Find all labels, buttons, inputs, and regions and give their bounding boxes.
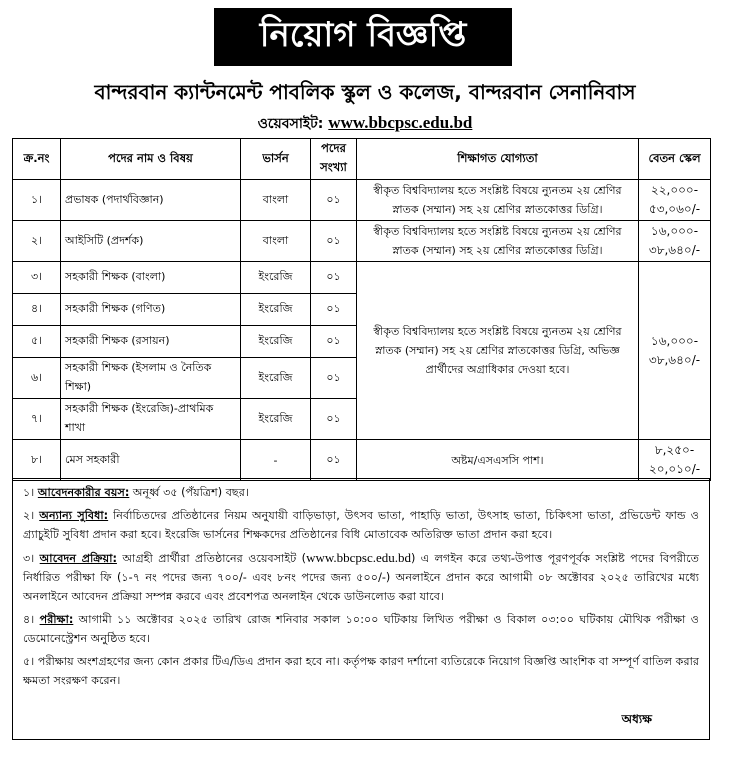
group-salary: ১৬,০০০- ৩৮,৬৪০/- <box>639 262 711 440</box>
posts-table <box>12 138 711 481</box>
row-post: সহকারী শিক্ষক (ইসলাম ও নৈতিক শিক্ষা) <box>61 358 241 399</box>
table-row <box>13 221 711 262</box>
note-text: নির্বাচিতদের প্রতিষ্ঠানের নিয়ম অনুযায়ী বাড়িভাড়া, উৎসব ভাতা, পাহাড়ি ভাতা, উৎসাহ ভাতা, চিকিৎসা ভাতা, প্রভিডেন্ট ফান্ড ও গ্র্যাচুইটি সুবিধা প্রদান করা হবে। ইংরেজি ভার্সনের শিক্ষকদের প্রতিষ্ঠানের বিধি মোতাবেক অতিরিক্ত ভাতা প্রদান করা হবে। <box>23 509 699 541</box>
note-text: আগ্রহী প্রার্থীরা প্রতিষ্ঠানের ওয়েবসাইট ( <box>116 552 307 565</box>
row-version: ইংরেজি <box>241 262 311 294</box>
website-label: ওয়েবসাইট: <box>257 116 324 132</box>
row-serial: ৫। <box>13 326 61 358</box>
row-qualification: স্বীকৃত বিশ্ববিদ্যালয় হতে সংশ্লিষ্ট বিষয়ে ন্যুনতম ২য় শ্রেণির স্নাতক (সম্মান) সহ ২য় শ্রেণির স্নাতকোত্তর ডিগ্রি। <box>357 180 639 221</box>
website-line <box>0 112 730 136</box>
row-post: মেস সহকারী <box>61 440 241 481</box>
note-number: ৩। <box>23 552 35 565</box>
row-version: বাংলা <box>241 180 311 221</box>
note-text: আগামী ১১ অক্টোবর ২০২৫ তারিখ রোজ শনিবার সকাল ১০:০০ ঘটিকায় লিখিত পরীক্ষা ও বিকাল ০৩:০০ ঘটিকায় মৌখিক পরীক্ষা ও ডেমোনেস্ট্রেশন অনুষ্ঠিত হবে। <box>23 613 699 645</box>
row-post: সহকারী শিক্ষক (গণিত) <box>61 294 241 326</box>
note-benefits <box>23 506 699 544</box>
row-serial: ৮। <box>13 440 61 481</box>
row-qualification: স্বীকৃত বিশ্ববিদ্যালয় হতে সংশ্লিষ্ট বিষয়ে ন্যুনতম ২য় শ্রেণির স্নাতক (সম্মান) সহ ২য় শ্রেণির স্নাতকোত্তর ডিগ্রি। <box>357 221 639 262</box>
note-age <box>23 483 699 502</box>
note-ta-da <box>23 652 699 690</box>
row-post: সহকারী শিক্ষক (ইংরেজি)-প্রাথমিক শাখা <box>61 399 241 440</box>
notes-box <box>12 478 710 740</box>
note-application <box>23 548 699 606</box>
row-count: ০১ <box>311 221 357 262</box>
header-version: ভার্সন <box>241 139 311 180</box>
note-website-link[interactable]: www.bbcpsc.edu.bd <box>306 550 412 565</box>
table-row <box>13 262 711 294</box>
row-version: - <box>241 440 311 481</box>
group-qualification: স্বীকৃত বিশ্ববিদ্যালয় হতে সংশ্লিষ্ট বিষয়ে ন্যুনতম ২য় শ্রেণির স্নাতক (সম্মান) সহ ২য় শ্রেণির স্নাতকোত্তর ডিগ্রি, অভিজ্ঞ প্রার্থীদের অগ্রাধিকার দেওয়া হবে। <box>357 262 639 440</box>
row-version: বাংলা <box>241 221 311 262</box>
note-number: ২। <box>23 509 35 522</box>
note-label: অন্যান্য সুবিধা: <box>39 509 109 522</box>
row-salary: ৮,২৫০- ২০,০১০/- <box>639 440 711 481</box>
note-number: ৪। <box>23 613 35 626</box>
header-qualification: শিক্ষাগত যোগ্যতা <box>357 139 639 180</box>
institution-name: বান্দরবান ক্যান্টনমেন্ট পাবলিক স্কুল ও কলেজ, বান্দরবান সেনানিবাস <box>94 80 636 104</box>
header-count: পদের সংখ্যা <box>311 139 357 180</box>
row-serial: ৩। <box>13 262 61 294</box>
row-version: ইংরেজি <box>241 358 311 399</box>
row-serial: ২। <box>13 221 61 262</box>
row-version: ইংরেজি <box>241 326 311 358</box>
row-count: ০১ <box>311 262 357 294</box>
notice-title: নিয়োগ বিজ্ঞপ্তি <box>214 8 512 66</box>
note-label: আবেদন প্রক্রিয়া: <box>39 552 117 565</box>
row-salary: ২২,০০০- ৫৩,০৬০/- <box>639 180 711 221</box>
table-header-row <box>13 139 711 180</box>
row-qualification: অষ্টম/এসএসসি পাশ। <box>357 440 639 481</box>
note-number: ১। <box>23 486 35 499</box>
row-post: প্রভাষক (পদার্থবিজ্ঞান) <box>61 180 241 221</box>
note-label: আবেদনকারীর বয়স: <box>37 486 130 499</box>
note-label: পরীক্ষা: <box>39 613 74 626</box>
row-salary: ১৬,০০০- ৩৮,৬৪০/- <box>639 221 711 262</box>
table-row <box>13 180 711 221</box>
row-post: সহকারী শিক্ষক (বাংলা) <box>61 262 241 294</box>
row-version: ইংরেজি <box>241 399 311 440</box>
row-count: ০১ <box>311 294 357 326</box>
row-count: ০১ <box>311 180 357 221</box>
table-row <box>13 440 711 481</box>
header-salary: বেতন স্কেল <box>639 139 711 180</box>
header-post: পদের নাম ও বিষয় <box>61 139 241 180</box>
row-count: ০১ <box>311 326 357 358</box>
note-number: ৫। <box>23 655 35 668</box>
note-text: পরীক্ষায় অংশগ্রহণের জন্য কোন প্রকার টিএ/ডিএ প্রদান করা হবে না। কর্তৃপক্ষ কারণ দর্শানো ব্যতিরেকে নিয়োগ বিজ্ঞপ্তি আংশিক বা সম্পূর্ণ বাতিল করার ক্ষমতা সংরক্ষণ করেন। <box>23 655 699 687</box>
signature-principal: অধ্যক্ষ <box>621 712 652 726</box>
note-text: অনূর্ধ্ব ৩৫ (পঁয়ত্রিশ) বছর। <box>129 486 249 499</box>
row-post: সহকারী শিক্ষক (রসায়ন) <box>61 326 241 358</box>
row-serial: ৬। <box>13 358 61 399</box>
website-link[interactable]: www.bbcpsc.edu.bd <box>328 113 473 132</box>
row-serial: ৪। <box>13 294 61 326</box>
row-count: ০১ <box>311 399 357 440</box>
row-serial: ১। <box>13 180 61 221</box>
header-serial: ক্র.নং <box>13 139 61 180</box>
row-serial: ৭। <box>13 399 61 440</box>
row-count: ০১ <box>311 358 357 399</box>
row-post: আইসিটি (প্রদর্শক) <box>61 221 241 262</box>
row-count: ০১ <box>311 440 357 481</box>
row-version: ইংরেজি <box>241 294 311 326</box>
note-text: ) এ লগইন করে তথ্য-উপাত্ত পূরণপূর্বক সংশ্লিষ্ট পদের বিপরীতে নির্ধারিত পরীক্ষা ফি (১-৭ নং পদের জন্য ৭০০/- এবং ৮নং পদের জন্য ৫০০/-) অনলাইনে প্রদান করে আগামী ০৮ অক্টোবর ২০২৫ তারিখের মধ্যে অনলাইনে আবেদন প্রক্রিয়া সম্পন্ন করবে এবং প্রবেশপত্র অনলাইন থেকে ডাউনলোড করা যাবে। <box>23 552 700 603</box>
note-exam <box>23 610 699 648</box>
